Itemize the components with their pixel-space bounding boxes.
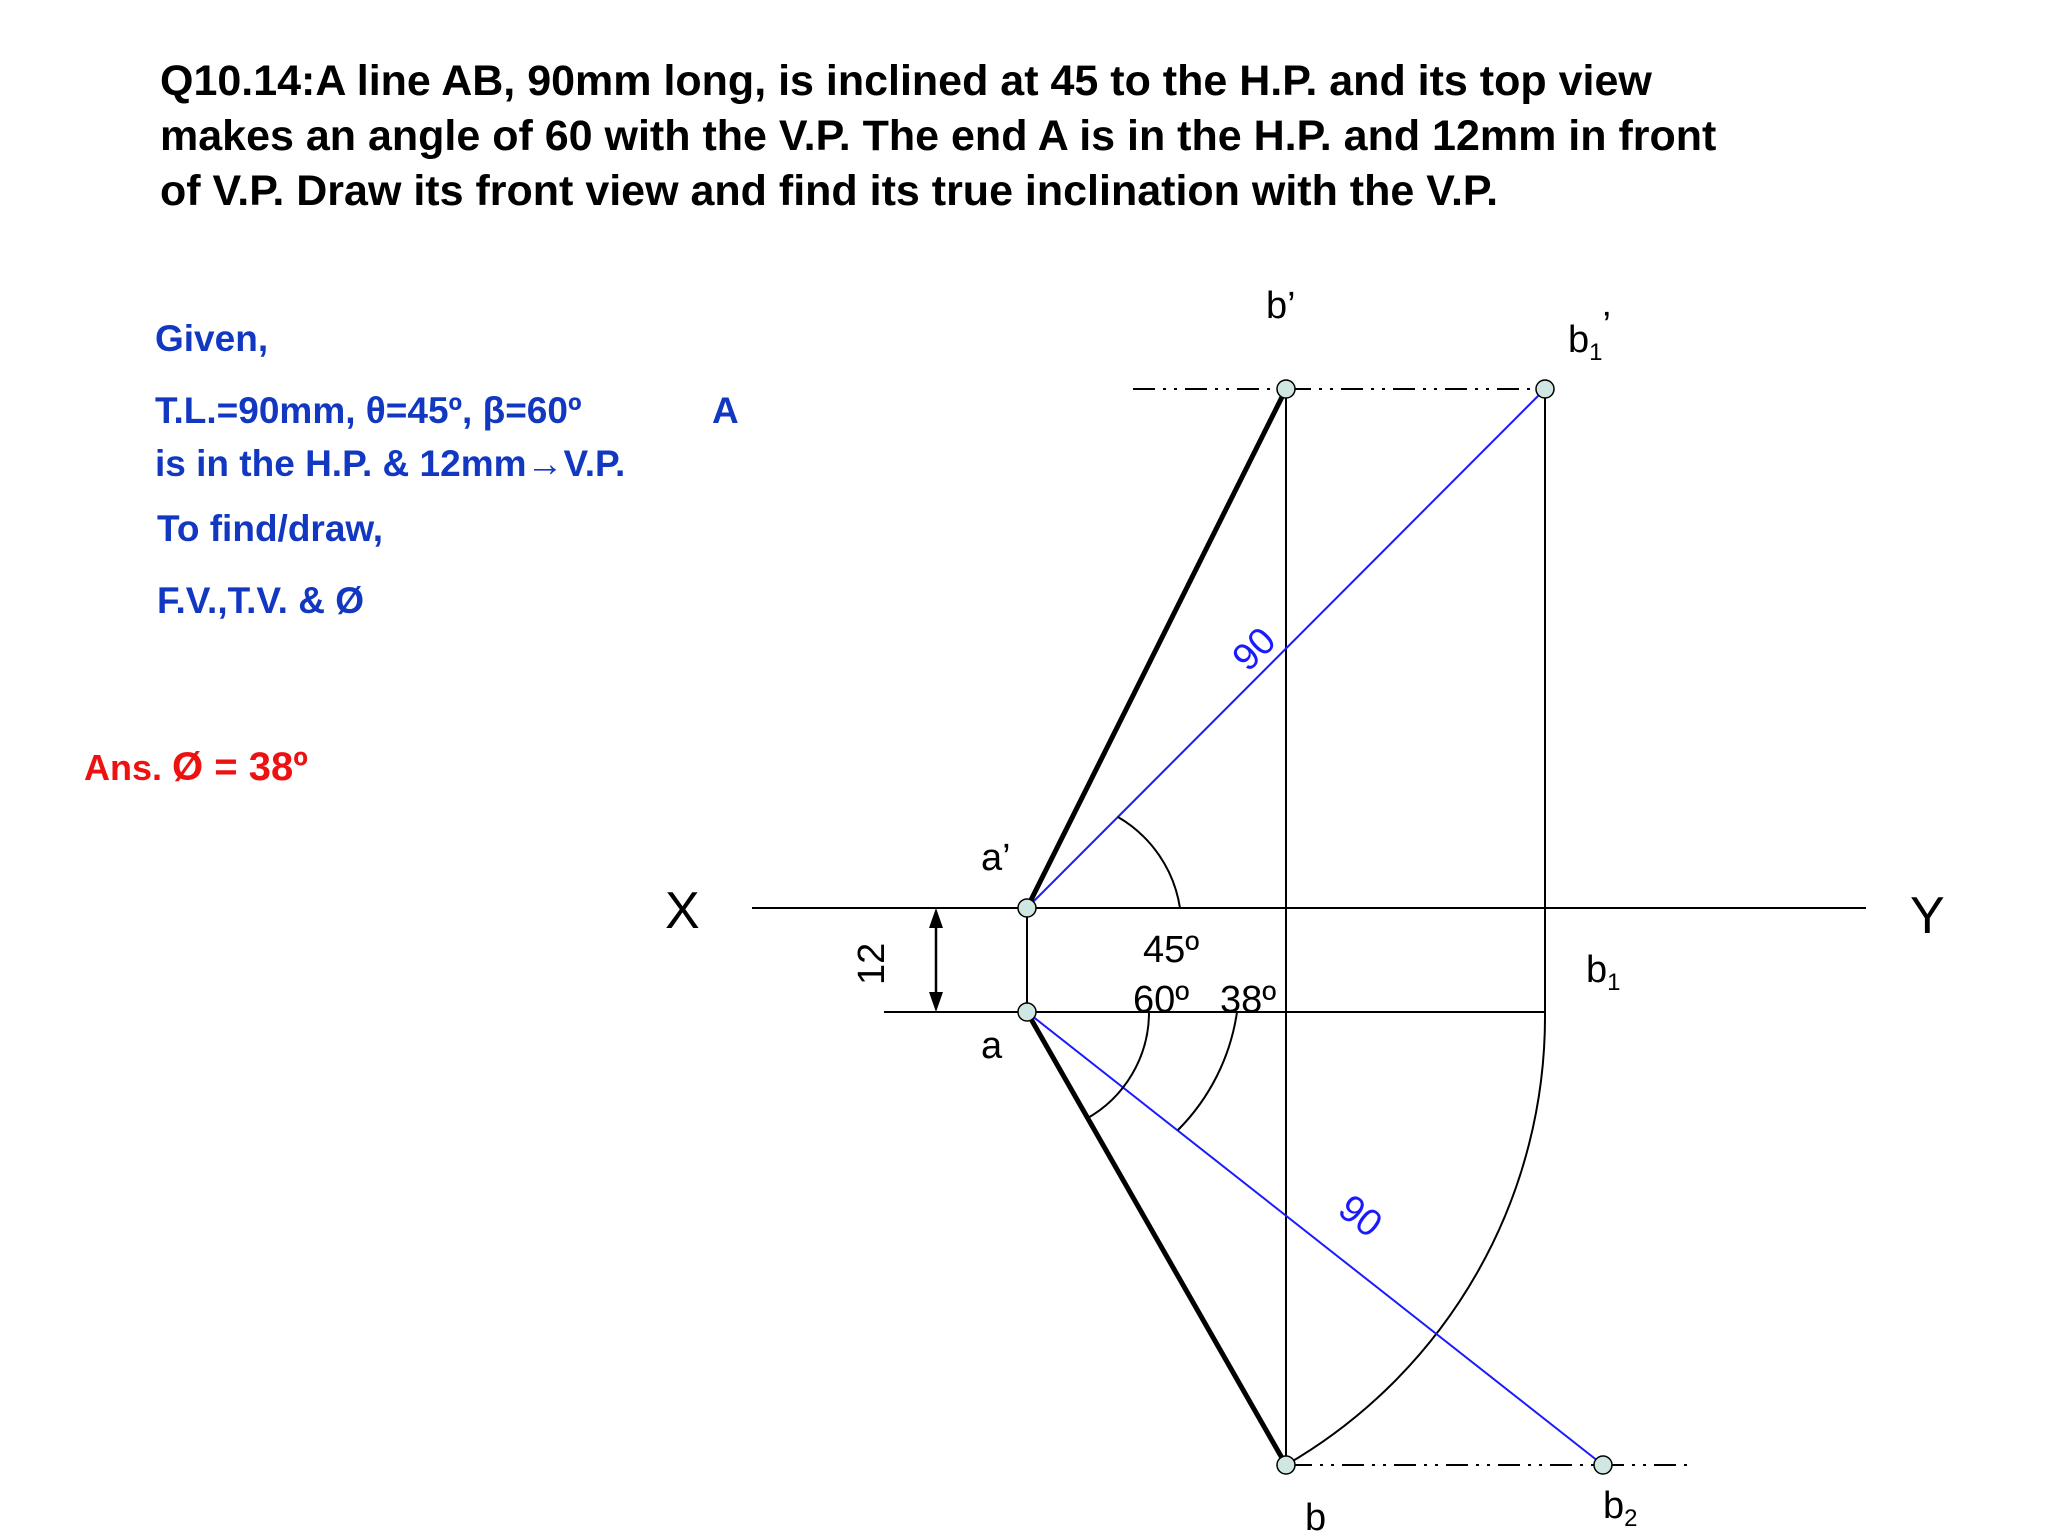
true-length-top-line <box>1027 1012 1603 1465</box>
given-line-1: T.L.=90mm, θ=45º, β=60º <box>155 390 582 431</box>
point-b2 <box>1594 1456 1612 1474</box>
given-line-2: is in the H.P. & 12mm→V.P. <box>155 443 626 484</box>
angle-45-label: 45º <box>1143 929 1200 971</box>
swing-arc <box>1286 1012 1545 1465</box>
dimension-arrow-down <box>929 992 943 1012</box>
label-b: b <box>1305 1497 1327 1536</box>
dimension-12-label: 12 <box>851 942 893 985</box>
label-b1-prime: $b_1$’ <box>1568 305 1611 366</box>
given-heading: Given, <box>155 318 269 359</box>
to-find-items: F.V.,T.V. & Ø <box>157 580 365 621</box>
label-b2: $b_2$ <box>1603 1485 1638 1532</box>
label-a-prime: a’ <box>981 837 1011 879</box>
question-line-2: makes an angle of 60 with the V.P. The end A is in the H.P. and 12mm in front <box>160 112 1717 160</box>
label-b1: $b_1$ <box>1586 949 1621 996</box>
point-b <box>1277 1456 1295 1474</box>
answer-prefix: Ans. <box>84 747 173 788</box>
angle-38-arc <box>1178 1012 1237 1130</box>
question-line-3: of V.P. Draw its front view and find its true inclination with the V.P. <box>160 167 1499 215</box>
point-a-prime <box>1018 899 1036 917</box>
top-view-line <box>1027 1012 1286 1465</box>
true-length-top-label: 90 <box>1330 1186 1390 1247</box>
to-find-heading: To find/draw, <box>157 508 384 549</box>
point-b1-prime <box>1536 380 1554 398</box>
point-a <box>1018 1003 1036 1021</box>
true-length-front-label: 90 <box>1224 619 1285 680</box>
label-b-prime: b’ <box>1266 285 1296 327</box>
dimension-arrow-up <box>929 908 943 928</box>
axis-x-label: X <box>665 882 700 940</box>
answer-value: Ø = 38º <box>172 745 308 789</box>
angle-45-arc <box>1118 817 1180 908</box>
point-b-prime <box>1277 380 1295 398</box>
given-line-1-suffix: A <box>712 390 739 431</box>
label-a: a <box>981 1025 1003 1067</box>
angle-38-label: 38º <box>1220 979 1277 1021</box>
question-line-1: Q10.14:A line AB, 90mm long, is inclined at 45 to the H.P. and its top view <box>160 57 1652 105</box>
angle-60-label: 60º <box>1133 979 1190 1021</box>
axis-y-label: Y <box>1910 887 1945 945</box>
